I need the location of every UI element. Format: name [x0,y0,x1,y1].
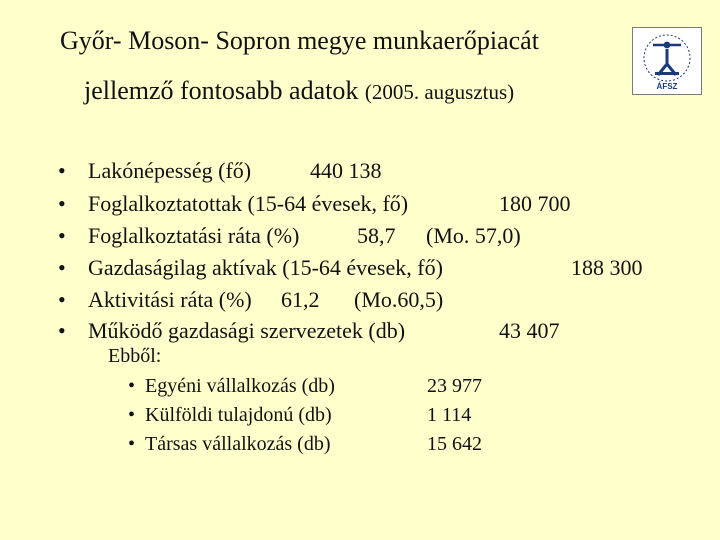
title-line-1: Győr- Moson- Sopron megye munkaerőpiacát [60,26,539,55]
bullet: • [58,255,66,280]
sub-value: 1 114 [427,404,472,426]
stat-value: 61,2 [281,287,320,312]
stat-label: Működő gazdasági szervezetek (db) [88,318,406,343]
stat-national-value: (Mo. 57,0) [426,223,521,248]
title-line-2 [84,76,514,106]
stat-label: Gazdaságilag aktívak (15-64 évesek, fő) [88,255,443,280]
stat-label: Lakónépesség (fő) [88,158,252,183]
stat-value: 440 138 [310,158,382,183]
afsz-logo [632,27,702,95]
bullet: • [128,404,136,426]
stat-value: 188 300 [571,255,643,280]
subheading: Ebből: [108,345,162,367]
stat-label: Foglalkoztatottak (15-64 évesek, fő) [88,191,409,216]
stat-value: 43 407 [499,318,560,343]
bullet: • [58,287,66,312]
bullet: • [58,223,66,248]
sub-label: Külföldi tulajdonú (db) [145,404,332,426]
title-date: (2005. augusztus) [364,80,515,104]
bullet: • [58,158,66,183]
bullet: • [128,433,136,455]
stat-label: Foglalkoztatási ráta (%) [88,223,300,248]
bullet: • [128,375,136,397]
stat-national-value: (Mo.60,5) [354,287,444,312]
sub-value: 23 977 [427,375,482,397]
bullet: • [58,318,66,343]
bullet: • [58,191,66,216]
sub-value: 15 642 [427,433,482,455]
stat-label: Aktivitási ráta (%) [88,287,252,312]
stat-value: 58,7 [357,223,396,248]
sub-label: Társas vállalkozás (db) [145,433,331,455]
stat-value: 180 700 [499,191,571,216]
sub-label: Egyéni vállalkozás (db) [145,375,335,397]
logo-text: ÁFSZ [656,82,678,91]
title-main-text: jellemző fontosabb adatok [84,76,359,105]
